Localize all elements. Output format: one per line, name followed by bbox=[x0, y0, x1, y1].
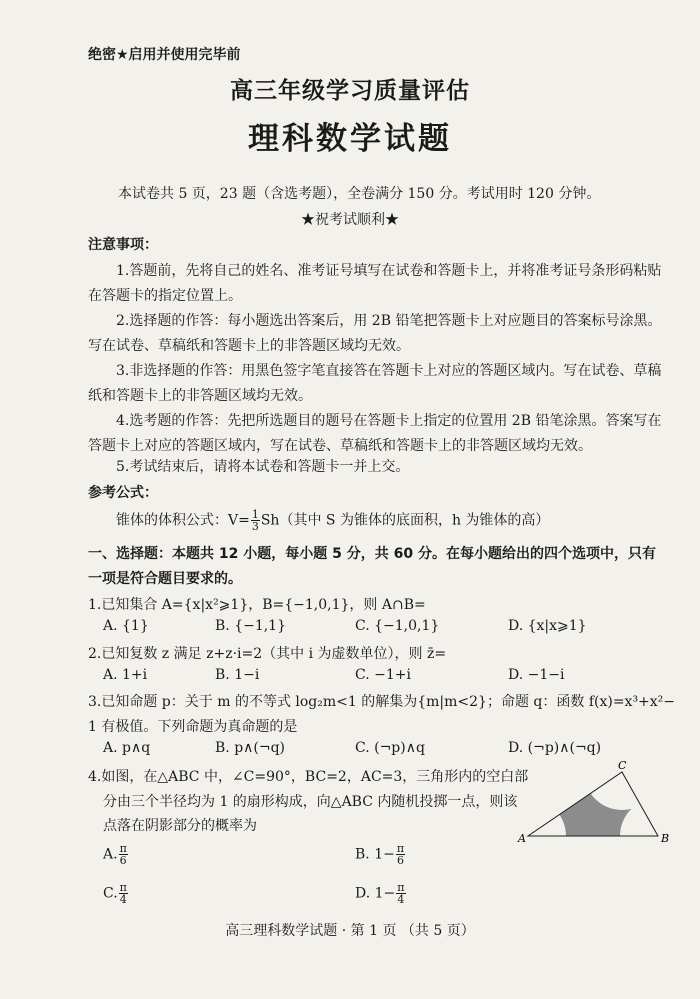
exam-info: 本试卷共 5 页，23 题（含选考题），全卷满分 150 分。考试用时 120 分钟。 bbox=[118, 186, 601, 202]
q1-option-b: B. {−1,1} bbox=[215, 618, 286, 634]
vertex-label-a: A bbox=[518, 832, 526, 845]
q3-option-b: B. p∧(¬q) bbox=[215, 740, 286, 756]
note-item: 5.考试结束后，请将本试卷和答题卡一并上交。 bbox=[116, 459, 410, 475]
q1-option-d: D. {x|x⩾1} bbox=[508, 618, 587, 634]
cone-volume-formula bbox=[116, 509, 549, 532]
formula-heading: 参考公式： bbox=[88, 485, 158, 501]
exam-subtitle: 理科数学试题 bbox=[248, 121, 452, 157]
q1-option-c: C. {−1,0,1} bbox=[355, 618, 440, 634]
vertex-label-b: B bbox=[661, 832, 670, 845]
q3-option-a: A. p∧q bbox=[103, 740, 151, 756]
q4-option-d: D. 1− $\frac{\pi}{4}$ bbox=[355, 881, 405, 906]
formula-prefix: 锥体的体积公式：V= bbox=[116, 512, 250, 529]
question-4-stem-line2: 分由三个半径均为 1 的扇形构成，向△ABC 内随机投掷一点，则该 bbox=[103, 794, 518, 810]
note-item: 2.选择题的作答：每小题选出答案后，用 2B 铅笔把答题卡上对应题目的答案标号涂黑。写在试卷、草稿纸和答题卡上的非答题区域均无效。 bbox=[88, 313, 662, 354]
q2-option-b: B. 1−i bbox=[215, 667, 260, 683]
notes-heading: 注意事项： bbox=[88, 237, 158, 253]
vertex-label-c: C bbox=[618, 760, 627, 772]
page-footer: 高三理科数学试题 · 第 1 页 （共 5 页） bbox=[225, 923, 475, 939]
good-luck-line: ★祝考试顺利★ bbox=[301, 212, 399, 228]
q2-option-c: C. −1+i bbox=[355, 667, 411, 683]
q3-option-c: C. (¬p)∧q bbox=[355, 740, 425, 756]
question-3-stem-line1: 3.已知命题 p：关于 m 的不等式 log₂m<1 的解集为{m|m<2}；命题 q：函数 f(x)=x³+x²− bbox=[88, 694, 676, 710]
note-item: 1.答题前，先将自己的姓名、准考证号填写在试卷和答题卡上，并将准考证号条形码粘贴在答题卡的指定位置上。 bbox=[88, 263, 662, 304]
formula-suffix: Sh（其中 S 为锥体的底面积，h 为锥体的高） bbox=[260, 512, 550, 529]
q4-option-b: B. 1− $\frac{\pi}{6}$ bbox=[355, 842, 405, 867]
q2-option-d: D. −1−i bbox=[508, 667, 565, 683]
fraction: $\frac{1}{3}$ bbox=[251, 508, 259, 533]
q2-option-a: A. 1+i bbox=[103, 667, 148, 683]
question-2-stem: 2.已知复数 z 满足 z+z·i=2（其中 i 为虚数单位），则 z̄= bbox=[88, 646, 447, 662]
q3-option-d: D. (¬p)∧(¬q) bbox=[508, 740, 602, 756]
section-heading: 一、选择题：本题共 12 小题，每小题 5 分，共 60 分。在每小题给出的四个选项中，只有一项是符合题目要求的。 bbox=[88, 546, 656, 587]
q4-option-c: C. $\frac{\pi}{4}$ bbox=[103, 881, 127, 906]
q4-option-a: A. $\frac{\pi}{6}$ bbox=[103, 842, 127, 867]
note-item: 4.选考题的作答：先把所选题目的题号在答题卡上指定的位置用 2B 铅笔涂黑。答案写在答题卡上对应的答题区域内，写在试卷、草稿纸和答题卡上的非答题区域均无效。 bbox=[88, 413, 662, 454]
question-4-stem-line1: 4.如图，在△ABC 中，∠C=90°，BC=2，AC=3，三角形内的空白部 bbox=[88, 769, 529, 785]
question-1-stem: 1.已知集合 A={x|x²⩾1}，B={−1,0,1}，则 A∩B= bbox=[88, 597, 426, 613]
confidential-mark: 绝密★启用并使用完毕前 bbox=[88, 47, 241, 63]
note-item: 3.非选择题的作答：用黑色签字笔直接答在答题卡上对应的答题区域内。写在试卷、草稿纸和答题卡上的非答题区域均无效。 bbox=[88, 363, 662, 404]
exam-title: 高三年级学习质量评估 bbox=[230, 77, 470, 104]
question-4-stem-line3: 点落在阴影部分的概率为 bbox=[103, 818, 257, 834]
q1-option-a: A. {1} bbox=[103, 618, 149, 634]
question-3-stem-line2: 1 有极值。下列命题为真命题的是 bbox=[88, 719, 298, 735]
triangle-figure bbox=[516, 760, 674, 848]
